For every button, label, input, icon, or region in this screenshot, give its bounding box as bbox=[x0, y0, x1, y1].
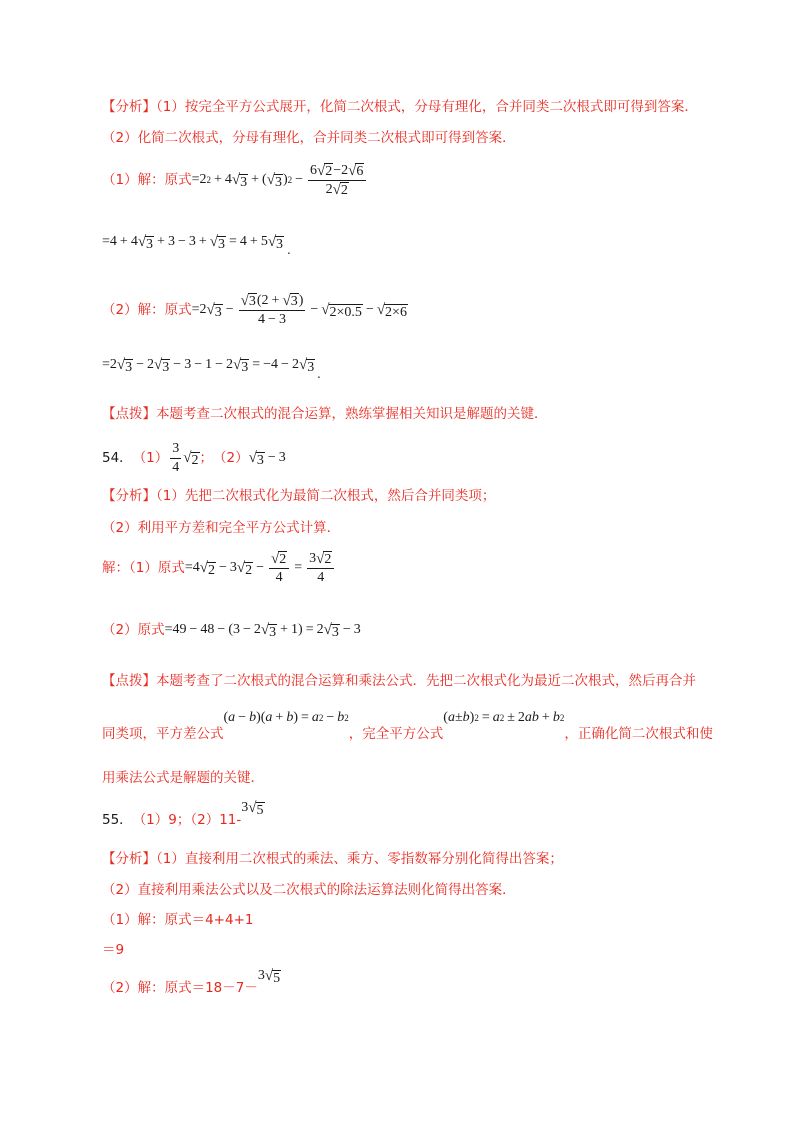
separator: ； bbox=[199, 450, 214, 466]
math-expression: 3 √ 5 bbox=[257, 968, 281, 986]
comment-label: 【点拨】 bbox=[102, 406, 156, 422]
math-expression: =2 2 + 4 √ 3 + ( √ 3 ) 2 − 6 √ 2 −2 √ 6 2 √ 2 bbox=[192, 163, 369, 198]
comment-line-1 bbox=[102, 671, 696, 691]
comment-text: ，完全平方公式 bbox=[348, 726, 444, 742]
perfect-square-formula: ( a ± b ) 2 = a 2 ± 2 ab + b 2 bbox=[443, 710, 565, 725]
q54-solution-2 bbox=[102, 618, 361, 642]
analysis-label: 【分析】 bbox=[102, 488, 156, 504]
q55-solution-2 bbox=[102, 968, 281, 998]
period-mark: . bbox=[287, 243, 291, 257]
answer-part-label: （2） bbox=[213, 450, 249, 466]
difference-of-squares-formula: ( a − b )( a + b ) = a 2 − b 2 bbox=[223, 710, 349, 725]
math-expression: =49 − 48 − (3 − 2 √ 3 + 1) = 2 √ 3 − 3 bbox=[164, 622, 361, 640]
math-expression: =2 √ 3 − 2 √ 3 − 3 − 1 − 2 √ 3 = −4 − 2 √ 3 bbox=[102, 357, 315, 375]
solution-label: （1）解：原式 bbox=[102, 172, 192, 188]
q55-answer-line bbox=[102, 800, 265, 830]
analysis-text: （1）直接利用二次根式的乘法、乘方、零指数幂分别化简得出答案； bbox=[156, 851, 563, 867]
solution-label: 解：（1）原式 bbox=[102, 560, 185, 576]
analysis-line-2 bbox=[102, 128, 516, 148]
q55-solution-1 bbox=[102, 910, 253, 930]
analysis-line-2 bbox=[102, 880, 516, 900]
solution-text: （1）解：原式＝4+4+1 bbox=[102, 912, 254, 928]
q54-solution-1 bbox=[102, 546, 336, 590]
analysis-text: （2）化简二次根式，分母有理化，合并同类二次根式即可得到答案． bbox=[102, 130, 516, 146]
answer-part-label: （1） bbox=[132, 450, 169, 466]
analysis-text: （2）利用平方差和完全平方公式计算． bbox=[102, 520, 341, 536]
solution-2-step-2 bbox=[102, 353, 315, 377]
solution-label: （2）原式 bbox=[102, 622, 165, 638]
math-expression: √ 3 − 3 bbox=[248, 450, 286, 468]
comment-text: ，正确化简二次根式和使 bbox=[564, 726, 713, 742]
analysis-text: （1）按完全平方公式展开，化简二次根式，分母有理化，合并同类二次根式即可得到答案． bbox=[156, 99, 698, 115]
analysis-label: 【分析】 bbox=[102, 851, 156, 867]
analysis-text: （2）直接利用乘法公式以及二次根式的除法运算法则化简得出答案． bbox=[102, 882, 516, 898]
solution-text: （2）解：原式＝18－7－ bbox=[102, 980, 258, 996]
comment-text: 本题考查二次根式的混合运算，熟练掌握相关知识是解题的关键． bbox=[156, 406, 548, 422]
comment-line bbox=[102, 404, 548, 424]
analysis-line-1 bbox=[102, 486, 495, 506]
math-expression: 3 √ 5 bbox=[241, 800, 264, 818]
analysis-label: 【分析】 bbox=[102, 99, 156, 115]
q54-answer-line bbox=[102, 440, 286, 476]
solution-text: ＝9 bbox=[102, 942, 125, 958]
math-expression: =2 √ 3 − √ 3 (2 + √ 3 ) 4 − 3 − √ 2×0.5 − √ 2×6 bbox=[191, 292, 407, 327]
comment-line-2 bbox=[102, 710, 713, 744]
comment-text: 同类项，平方差公式 bbox=[102, 726, 224, 742]
question-number: 54． bbox=[102, 450, 133, 466]
period-mark: . bbox=[317, 367, 321, 381]
comment-text: 用乘法公式是解题的关键． bbox=[102, 770, 264, 786]
solution-2-step-1 bbox=[102, 286, 408, 334]
analysis-line-1 bbox=[102, 97, 698, 117]
comment-label: 【点拨】 bbox=[102, 673, 156, 689]
analysis-line-2 bbox=[102, 518, 340, 538]
comment-text: 本题考查了二次根式的混合运算和乘法公式．先把二次根式化为最近二次根式，然后再合并 bbox=[156, 673, 696, 689]
analysis-line-1 bbox=[102, 849, 563, 869]
analysis-text: （1）先把二次根式化为最简二次根式，然后合并同类项； bbox=[156, 488, 496, 504]
question-number: 55． bbox=[102, 812, 133, 828]
solution-1-step-1 bbox=[102, 160, 368, 200]
answer-text: （1）9；（2）11- bbox=[132, 812, 242, 828]
q55-solution-1-result bbox=[102, 940, 124, 960]
math-expression: =4 + 4 √ 3 + 3 − 3 + √ 3 = 4 + 5 √ 3 bbox=[102, 234, 284, 252]
math-expression: =4 √ 2 − 3 √ 2 − √ 2 4 = 3 √ 2 4 bbox=[185, 551, 337, 586]
comment-line-3 bbox=[102, 768, 264, 788]
solution-1-step-2 bbox=[102, 230, 284, 254]
math-expression: $\frac{3}{4}$ √ 2 bbox=[172, 440, 199, 475]
solution-label: （2）解：原式 bbox=[102, 302, 192, 318]
